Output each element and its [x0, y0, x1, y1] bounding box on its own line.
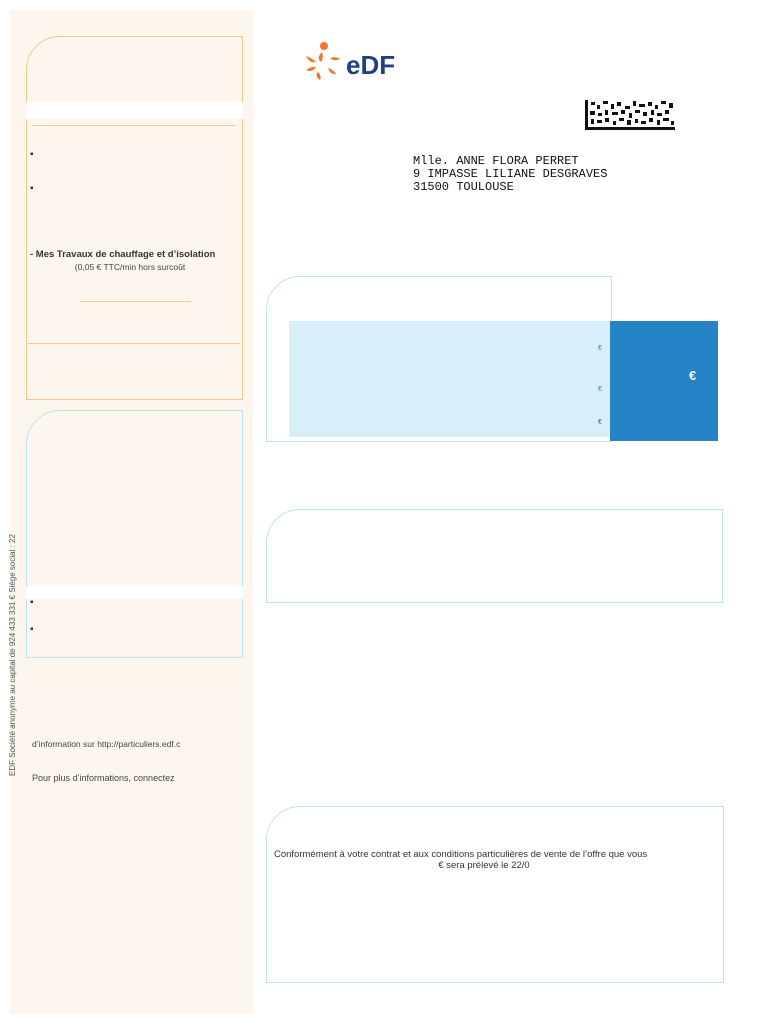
- amount-details-panel: [289, 321, 610, 437]
- white-band: [26, 102, 243, 119]
- euro-sign: €: [598, 345, 602, 352]
- white-band: [26, 586, 243, 599]
- online-services-box: [26, 410, 243, 658]
- barcode-icon: [585, 100, 675, 130]
- travaux-label: - Mes Travaux de chauffage et d’isolation: [30, 249, 216, 260]
- datamatrix-code: [585, 100, 675, 130]
- bullet: ▪: [30, 624, 34, 635]
- recipient-name: Mlle. ANNE FLORA PERRET: [413, 154, 579, 168]
- edf-logo-icon: [300, 40, 410, 84]
- svg-text:eDF: eDF: [346, 50, 396, 80]
- payment-text-2: € sera prélevé le 22/0: [438, 860, 530, 871]
- bullet: ▪: [30, 149, 34, 160]
- payment-text-1: Conformément à votre contrat et aux conditions particulières de vente de l’offre que vous: [274, 849, 648, 860]
- divider-line: [28, 343, 240, 344]
- contact-box: [26, 36, 243, 400]
- legal-mention: EDF Société anonyme au capital de 924 433 331 € Siège social : 22: [8, 534, 17, 776]
- recipient-street: 9 IMPASSE LILIANE DESGRAVES: [413, 167, 608, 181]
- short-divider: [80, 301, 191, 302]
- recipient-city: 31500 TOULOUSE: [413, 180, 514, 194]
- divider-line: [32, 125, 235, 126]
- amount-total-panel: [610, 321, 718, 441]
- bullet: ▪: [30, 183, 34, 194]
- edf-logo: [300, 40, 410, 84]
- payment-box: [266, 806, 724, 983]
- info-more: Pour plus d’informations, connectez: [32, 773, 175, 783]
- total-euro-sign: €: [689, 368, 697, 383]
- euro-sign: €: [598, 386, 602, 393]
- info-website: d’information sur http://particuliers.edf.c: [32, 739, 181, 749]
- euro-sign: €: [598, 419, 602, 426]
- recipient-address: [413, 155, 607, 194]
- tarif-note: (0,05 € TTC/min hors surcoût: [74, 262, 186, 272]
- info-box: [266, 509, 723, 603]
- bullet: ▪: [30, 597, 34, 608]
